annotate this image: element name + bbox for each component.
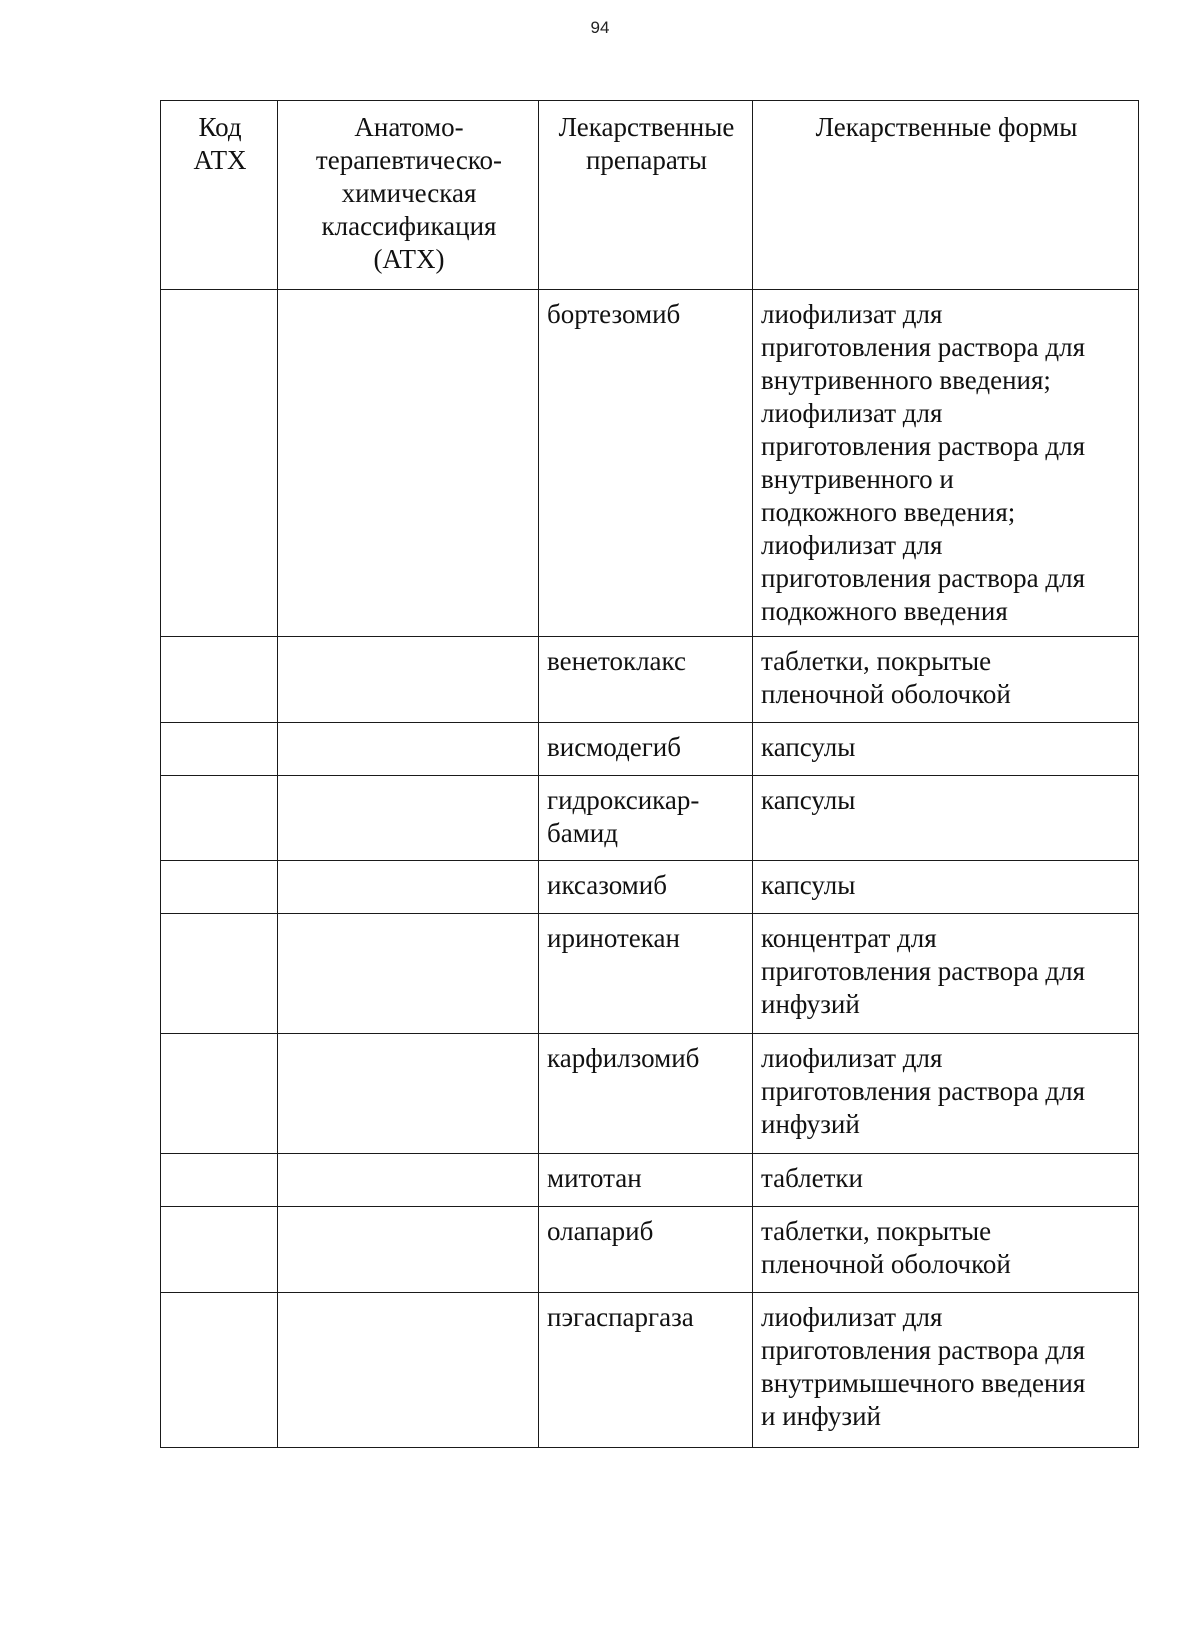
- header-drugs: [539, 101, 753, 290]
- cell-dosage-form: капсулы: [753, 723, 1139, 776]
- cell-atx-classification: [278, 861, 539, 914]
- cell-drug: митотан: [539, 1154, 753, 1207]
- header-atx-classification: [278, 101, 539, 290]
- cell-atx-code: [161, 1207, 278, 1293]
- cell-dosage-form: лиофилизат для приготовления раствора для внутримышечного введения и инфузий: [753, 1293, 1139, 1448]
- atx-table: [160, 100, 1139, 1448]
- table-row: [161, 1207, 1139, 1293]
- cell-dosage-form: концентрат для приготовления раствора для инфузий: [753, 914, 1139, 1034]
- cell-drug: олапариб: [539, 1207, 753, 1293]
- cell-atx-classification: [278, 637, 539, 723]
- cell-atx-classification: [278, 723, 539, 776]
- cell-atx-code: [161, 776, 278, 861]
- cell-drug: бортезомиб: [539, 290, 753, 637]
- cell-drug: пэгаспаргаза: [539, 1293, 753, 1448]
- cell-dosage-form: капсулы: [753, 861, 1139, 914]
- cell-dosage-form: капсулы: [753, 776, 1139, 861]
- header-drugs-label: Лекарственные препараты: [558, 112, 735, 175]
- cell-dosage-form: таблетки, покрытые пленочной оболочкой: [753, 1207, 1139, 1293]
- header-atx-classification-label: Анатомо- терапевтическо- химическая классификация (АТХ): [315, 112, 503, 274]
- table-row: [161, 637, 1139, 723]
- cell-drug: висмодегиб: [539, 723, 753, 776]
- cell-drug: иринотекан: [539, 914, 753, 1034]
- header-dosage-forms-label: Лекарственные формы: [815, 112, 1078, 142]
- cell-atx-classification: [278, 1154, 539, 1207]
- cell-atx-code: [161, 1293, 278, 1448]
- cell-atx-code: [161, 637, 278, 723]
- header-dosage-forms: [753, 101, 1139, 290]
- header-atx-code-label: Код АТХ: [193, 112, 247, 175]
- cell-drug: гидроксикар- бамид: [539, 776, 753, 861]
- cell-atx-classification: [278, 776, 539, 861]
- cell-atx-code: [161, 290, 278, 637]
- table-row: [161, 1154, 1139, 1207]
- table-row: [161, 914, 1139, 1034]
- cell-dosage-form: таблетки: [753, 1154, 1139, 1207]
- page-number: 94: [590, 18, 610, 37]
- table-body: [161, 290, 1139, 1448]
- cell-atx-code: [161, 723, 278, 776]
- cell-atx-code: [161, 1154, 278, 1207]
- cell-dosage-form: лиофилизат для приготовления раствора для внутривенного введения; лиофилизат для приготовления раствора для внутривенного и подкожного введения; лиофилизат для приготовления раствора для подкожного введения: [753, 290, 1139, 637]
- cell-drug: карфилзомиб: [539, 1034, 753, 1154]
- table-row: [161, 1293, 1139, 1448]
- cell-dosage-form: лиофилизат для приготовления раствора для инфузий: [753, 1034, 1139, 1154]
- table-header: [161, 101, 1139, 290]
- cell-atx-classification: [278, 1293, 539, 1448]
- cell-atx-code: [161, 861, 278, 914]
- cell-atx-classification: [278, 1207, 539, 1293]
- cell-atx-classification: [278, 1034, 539, 1154]
- cell-drug: венетоклакс: [539, 637, 753, 723]
- table-row: [161, 776, 1139, 861]
- header-row: [161, 101, 1139, 290]
- header-atx-code: [161, 101, 278, 290]
- cell-atx-classification: [278, 914, 539, 1034]
- table-row: [161, 1034, 1139, 1154]
- table-row: [161, 861, 1139, 914]
- cell-dosage-form: таблетки, покрытые пленочной оболочкой: [753, 637, 1139, 723]
- cell-atx-classification: [278, 290, 539, 637]
- cell-atx-code: [161, 914, 278, 1034]
- table-row: [161, 290, 1139, 637]
- cell-drug: иксазомиб: [539, 861, 753, 914]
- table-row: [161, 723, 1139, 776]
- cell-atx-code: [161, 1034, 278, 1154]
